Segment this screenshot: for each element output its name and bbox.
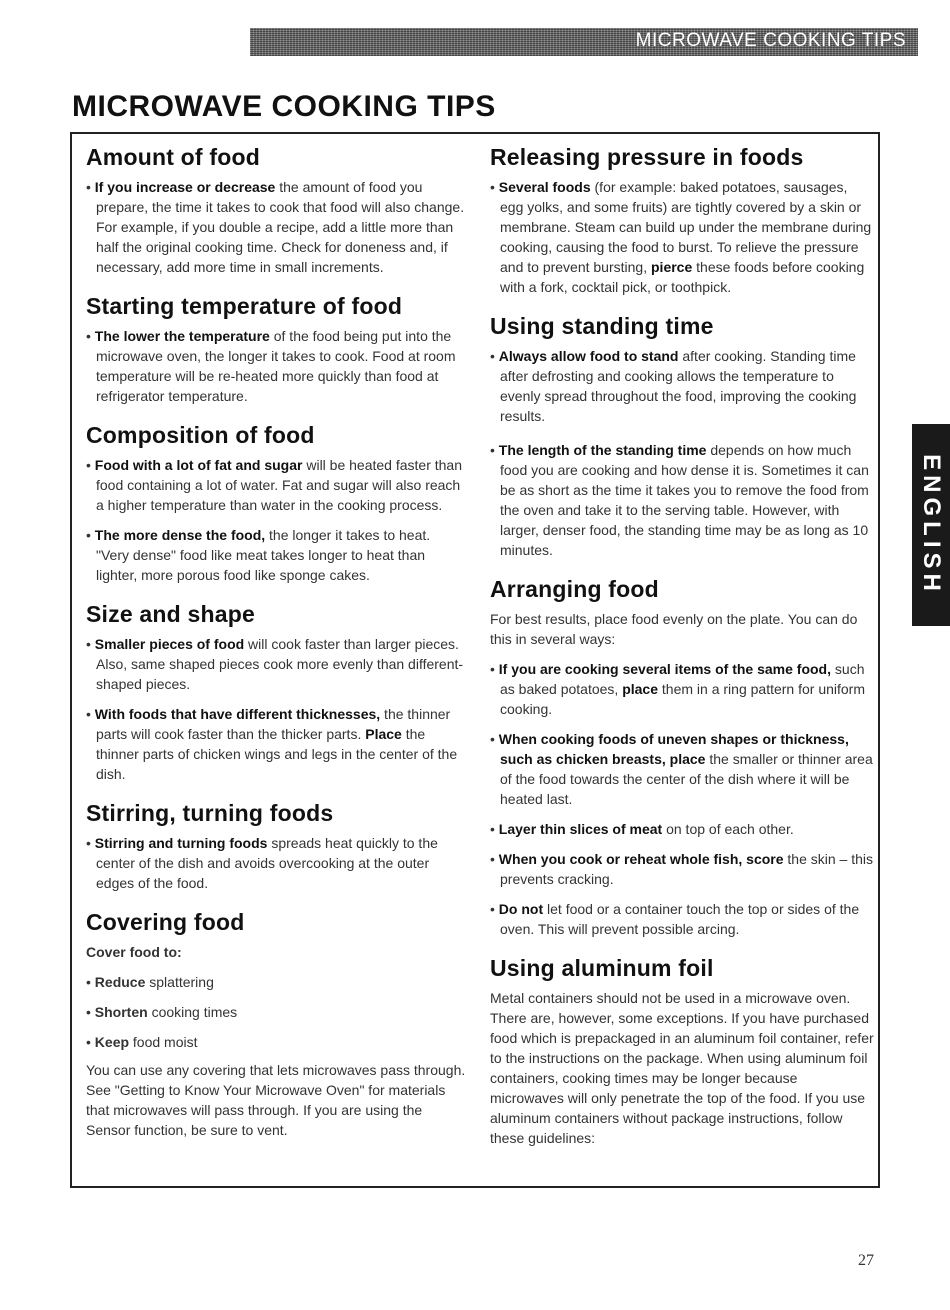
section-title: Arranging food (490, 576, 659, 602)
list-item: • Shorten cooking times (86, 1004, 238, 1020)
bullet-item: • If you increase or decrease the amount of food you prepare, the time it takes to cook that food will also change. For example, if you double a recipe, add a little more than half the original cooking time. Check for doneness and, if necessary, add more time in small increments. (86, 179, 465, 275)
section-covering-food (86, 909, 466, 1140)
right-column (490, 144, 874, 1164)
section-arranging-food (490, 576, 874, 939)
section-title: Releasing pressure in foods (490, 144, 804, 170)
page-title: MICROWAVE COOKING TIPS (72, 90, 496, 123)
section-standing-time (490, 313, 874, 560)
paragraph: For best results, place food evenly on the plate. You can do this in several ways: (490, 611, 858, 647)
paragraph: You can use any covering that lets microwaves pass through. See "Getting to Know Your Microwave Oven" for materials that microwaves will pass through. If you are using the Sensor function, be sure to vent. (86, 1062, 466, 1138)
section-title: Stirring, turning foods (86, 800, 334, 826)
bullet-item: • If you are cooking several items of the same food, such as baked potatoes, place them in a ring pattern for uniform cooking. (490, 661, 866, 717)
bullet-item: • With foods that have different thicknesses, the thinner parts will cook faster than the thicker parts. Place the thinner parts of chicken wings and legs in the center of the dish. (86, 706, 458, 782)
section-title: Using standing time (490, 313, 714, 339)
side-tab-label: ENGLISH (918, 454, 945, 596)
list-item: • Reduce splattering (86, 974, 214, 990)
section-title: Starting temperature of food (86, 293, 403, 319)
section-title: Size and shape (86, 601, 255, 627)
section-title: Using aluminum foil (490, 955, 714, 981)
section-aluminum-foil (490, 955, 874, 1148)
bullet-item: • Food with a lot of fat and sugar will be heated faster than food containing a lot of water. Fat and sugar will also reach a higher temperature than water in the cooking process. (86, 457, 462, 513)
bullet-item: • The lower the temperature of the food being put into the microwave oven, the longer it takes to cook. Food at room temperature will be re-heated more quickly than food at refrigerator temperature. (86, 328, 456, 404)
section-composition-of-food (86, 422, 466, 585)
section-title: Covering food (86, 909, 245, 935)
bullet-item: • When you cook or reheat whole fish, score the skin – this prevents cracking. (490, 851, 874, 887)
section-title: Amount of food (86, 144, 260, 170)
section-starting-temperature (86, 293, 466, 406)
section-stirring-turning (86, 800, 466, 893)
left-column (86, 144, 466, 1156)
page-number: 27 (858, 1252, 874, 1269)
bullet-item: • Do not let food or a container touch the top or sides of the oven. This will prevent possible arcing. (490, 901, 860, 937)
bullet-item: • Layer thin slices of meat on top of each other. (490, 821, 794, 837)
bullet-item: • Several foods (for example: baked potatoes, sausages, egg yolks, and some fruits) are tightly covered by a skin or membrane. Steam can build up under the membrane during cooking, causing the food to burst. To relieve the pressure and to prevent bursting, pierce these foods before cooking with a fork, cocktail pick, or toothpick. (490, 179, 872, 295)
bullet-item: • The length of the standing time depends on how much food you are cooking and how dense it is. Sometimes it can be as short as the time it takes you to remove the food from the oven and take it to the serving table. However, with larger, denser food, the standing time may be as long as 10 minutes. (490, 442, 869, 558)
content-box (70, 132, 880, 1188)
lead-text: Cover food to: (86, 944, 182, 960)
section-releasing-pressure (490, 144, 874, 297)
paragraph: Metal containers should not be used in a microwave oven. There are, however, some exceptions. If you have purchased food which is prepackaged in an aluminum foil container, refer to the instructions on the package. When using aluminum foil containers, cooking times may be longer because microwaves will only penetrate the top of the food. If you use aluminum containers without package instructions, follow these guidelines: (490, 990, 874, 1146)
header-banner (250, 28, 918, 56)
bullet-item: • Smaller pieces of food will cook faster than larger pieces. Also, same shaped pieces cook more evenly than different-shaped pieces. (86, 636, 464, 692)
bullet-item: • When cooking foods of uneven shapes or thickness, such as chicken breasts, place the smaller or thinner area of the food towards the center of the dish where it will be heated last. (490, 731, 873, 807)
list-item: • Keep food moist (86, 1034, 198, 1050)
section-title: Composition of food (86, 422, 315, 448)
bullet-item: • Always allow food to stand after cooking. Standing time after defrosting and cooking allows the temperature to evenly spread throughout the food, improving the cooking results. (490, 348, 857, 424)
language-side-tab (912, 424, 950, 626)
section-amount-of-food (86, 144, 466, 277)
section-size-and-shape (86, 601, 466, 784)
bullet-item: • The more dense the food, the longer it takes to heat. "Very dense" food like meat takes longer to heat than lighter, more porous food like sponge cakes. (86, 527, 431, 583)
banner-text: MICROWAVE COOKING TIPS (635, 30, 906, 51)
bullet-item: • Stirring and turning foods spreads heat quickly to the center of the dish and avoids overcooking at the outer edges of the food. (86, 835, 438, 891)
